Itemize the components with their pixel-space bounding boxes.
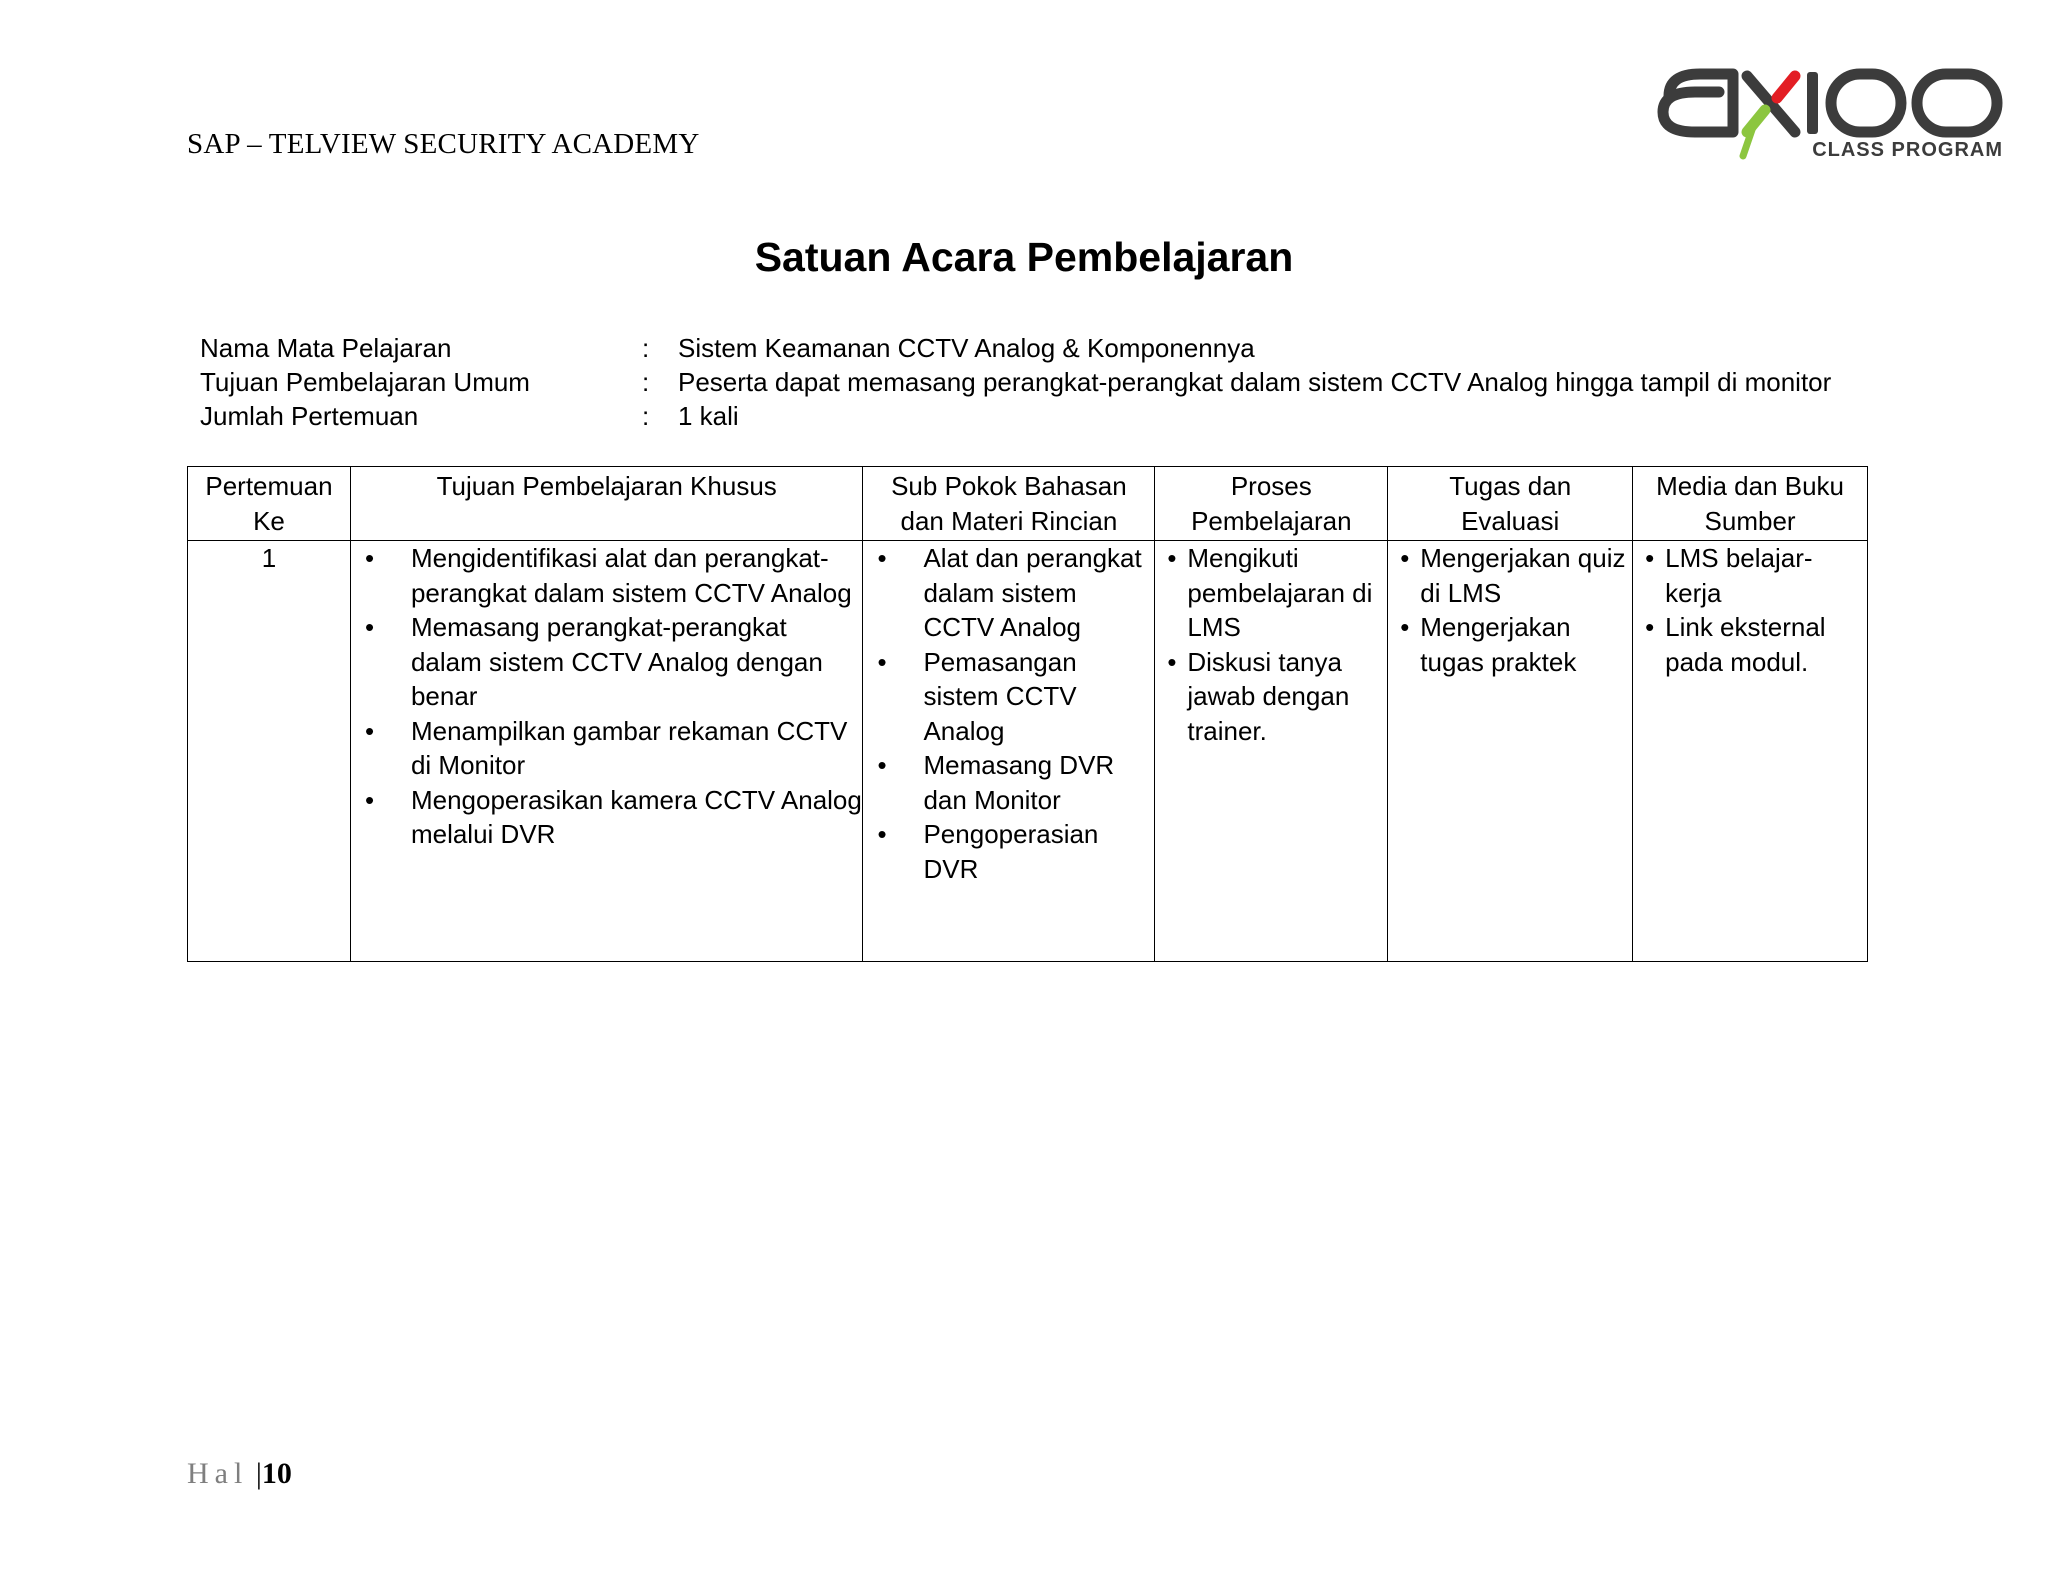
info-colon: : — [642, 401, 650, 431]
column-header-tujuan-khusus: Tujuan Pembelajaran Khusus — [350, 467, 863, 541]
info-label: Nama Mata Pelajaran — [200, 333, 452, 363]
bullet-list — [1155, 541, 1387, 748]
info-label: Tujuan Pembelajaran Umum — [200, 367, 530, 397]
cell-tujuan-khusus — [350, 541, 863, 962]
table-header-row — [188, 467, 1868, 541]
cell-proses — [1155, 541, 1388, 962]
list-item: • Memasang DVR dan Monitor — [877, 750, 1115, 815]
page-title: Satuan Acara Pembelajaran — [754, 234, 1294, 280]
table-row — [188, 541, 1868, 962]
list-item: • Mengoperasikan kamera CCTV Analog melalui DVR — [364, 784, 862, 849]
cell-tugas — [1388, 541, 1633, 962]
page-number: 10 — [261, 1457, 292, 1490]
list-item: • Mengerjakan quiz di LMS — [1400, 543, 1626, 608]
info-label: Jumlah Pertemuan — [200, 401, 419, 431]
list-item: • Mengerjakan tugas praktek — [1400, 612, 1577, 677]
page-footer — [187, 1457, 292, 1491]
column-header-media: Media dan Buku Sumber — [1633, 467, 1868, 541]
header-title: SAP – TELVIEW SECURITY ACADEMY — [187, 128, 700, 160]
list-item: • Mengidentifikasi alat dan perangkat-perangkat dalam sistem CCTV Analog — [364, 543, 852, 608]
column-header-tugas: Tugas dan Evaluasi — [1388, 467, 1633, 541]
bullet-list — [1633, 541, 1867, 679]
sap-table — [187, 466, 1868, 962]
list-item: • Memasang perangkat-perangkat dalam sistem CCTV Analog dengan benar — [364, 612, 823, 711]
axioo-logo — [1655, 66, 2005, 162]
info-value: Peserta dapat memasang perangkat-perangkat dalam sistem CCTV Analog hingga tampil di monitor — [678, 367, 1832, 397]
list-item: • Alat dan perangkat dalam sistem CCTV Analog — [877, 543, 1142, 642]
list-item: • LMS belajar-kerja — [1645, 543, 1813, 608]
info-value: 1 kali — [678, 401, 739, 431]
column-header-pertemuan: Pertemuan Ke — [188, 467, 351, 541]
cell-sub-pokok — [863, 541, 1155, 962]
info-colon: : — [642, 367, 650, 397]
column-header-proses: Proses Pembelajaran — [1155, 467, 1388, 541]
list-item: • Pengoperasian DVR — [877, 819, 1099, 884]
footer-separator: | — [255, 1457, 262, 1490]
list-item: • Menampilkan gambar rekaman CCTV di Monitor — [364, 715, 848, 780]
column-header-sub-pokok: Sub Pokok Bahasan dan Materi Rincian — [863, 467, 1155, 541]
bullet-list — [351, 541, 863, 852]
footer-hal: Hal — [187, 1457, 249, 1490]
logo-subtext: CLASS PROGRAM — [1812, 139, 2003, 161]
list-item: • Diskusi tanya jawab dengan trainer. — [1167, 646, 1350, 746]
info-colon: : — [642, 333, 650, 363]
list-item: • Link eksternal pada modul. — [1645, 612, 1826, 677]
list-item: • Mengikuti pembelajaran di LMS — [1167, 543, 1373, 642]
info-value: Sistem Keamanan CCTV Analog & Komponennya — [678, 333, 1255, 363]
bullet-list — [863, 541, 1154, 886]
cell-media — [1633, 541, 1868, 962]
cell-pertemuan: 1 — [188, 541, 351, 962]
bullet-list — [1388, 541, 1632, 679]
list-item: • Pemasangan sistem CCTV Analog — [877, 646, 1077, 746]
